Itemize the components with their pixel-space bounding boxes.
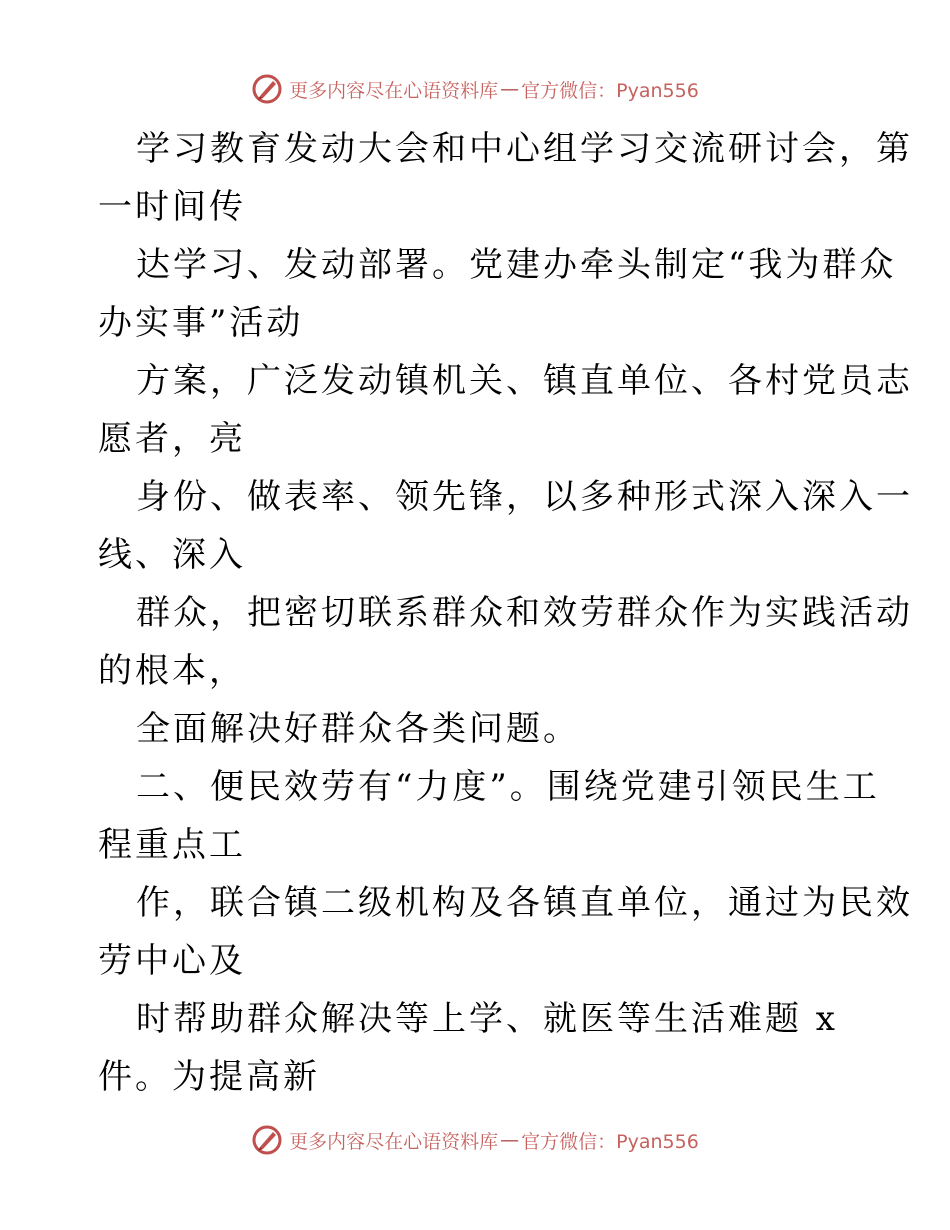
watermark-suffix: 官方微信：Pyan556 (521, 1130, 699, 1153)
body-line: 一时间传 (98, 187, 246, 227)
body-line: 劳中心及 (98, 941, 246, 981)
body-line: 愿者，亮 (98, 419, 246, 459)
body-line: 群众，把密切联系群众和效劳群众作为实践活动 (136, 593, 913, 633)
body-line: 程重点工 (98, 825, 246, 865)
watermark-text: 更多内容尽在心语资料库 (289, 79, 499, 102)
pen-logo-icon (251, 73, 283, 105)
pen-logo-icon (251, 1124, 283, 1156)
body-line: 达学习、发动部署。党建办牵头制定“我为群众 (136, 245, 897, 285)
body-line: 时帮助群众解决等上学、就医等生活难题 x (136, 999, 838, 1039)
document-body (98, 120, 913, 1106)
body-line: 线、深入 (98, 535, 246, 575)
body-line: 件。为提高新 (98, 1057, 320, 1097)
body-line: 全面解决好群众各类问题。 (136, 709, 580, 749)
body-line: 二、便民效劳有“力度”。围绕党建引领民生工 (136, 767, 880, 807)
watermark-footer (0, 1120, 950, 1160)
body-line: 的根本， (98, 651, 246, 691)
body-line: 身份、做表率、领先锋，以多种形式深入深入一 (136, 477, 913, 517)
body-line: 学习教育发动大会和中心组学习交流研讨会，第 (136, 129, 913, 169)
watermark-text: 更多内容尽在心语资料库 (289, 1130, 499, 1153)
watermark-separator: — (500, 1129, 520, 1151)
watermark-separator: — (500, 78, 520, 100)
body-line: 作，联合镇二级机构及各镇直单位，通过为民效 (136, 883, 913, 923)
watermark-header (0, 69, 950, 109)
body-line: 办实事”活动 (98, 303, 304, 343)
watermark-suffix: 官方微信：Pyan556 (521, 79, 699, 102)
body-line: 方案，广泛发动镇机关、镇直单位、各村党员志 (136, 361, 913, 401)
